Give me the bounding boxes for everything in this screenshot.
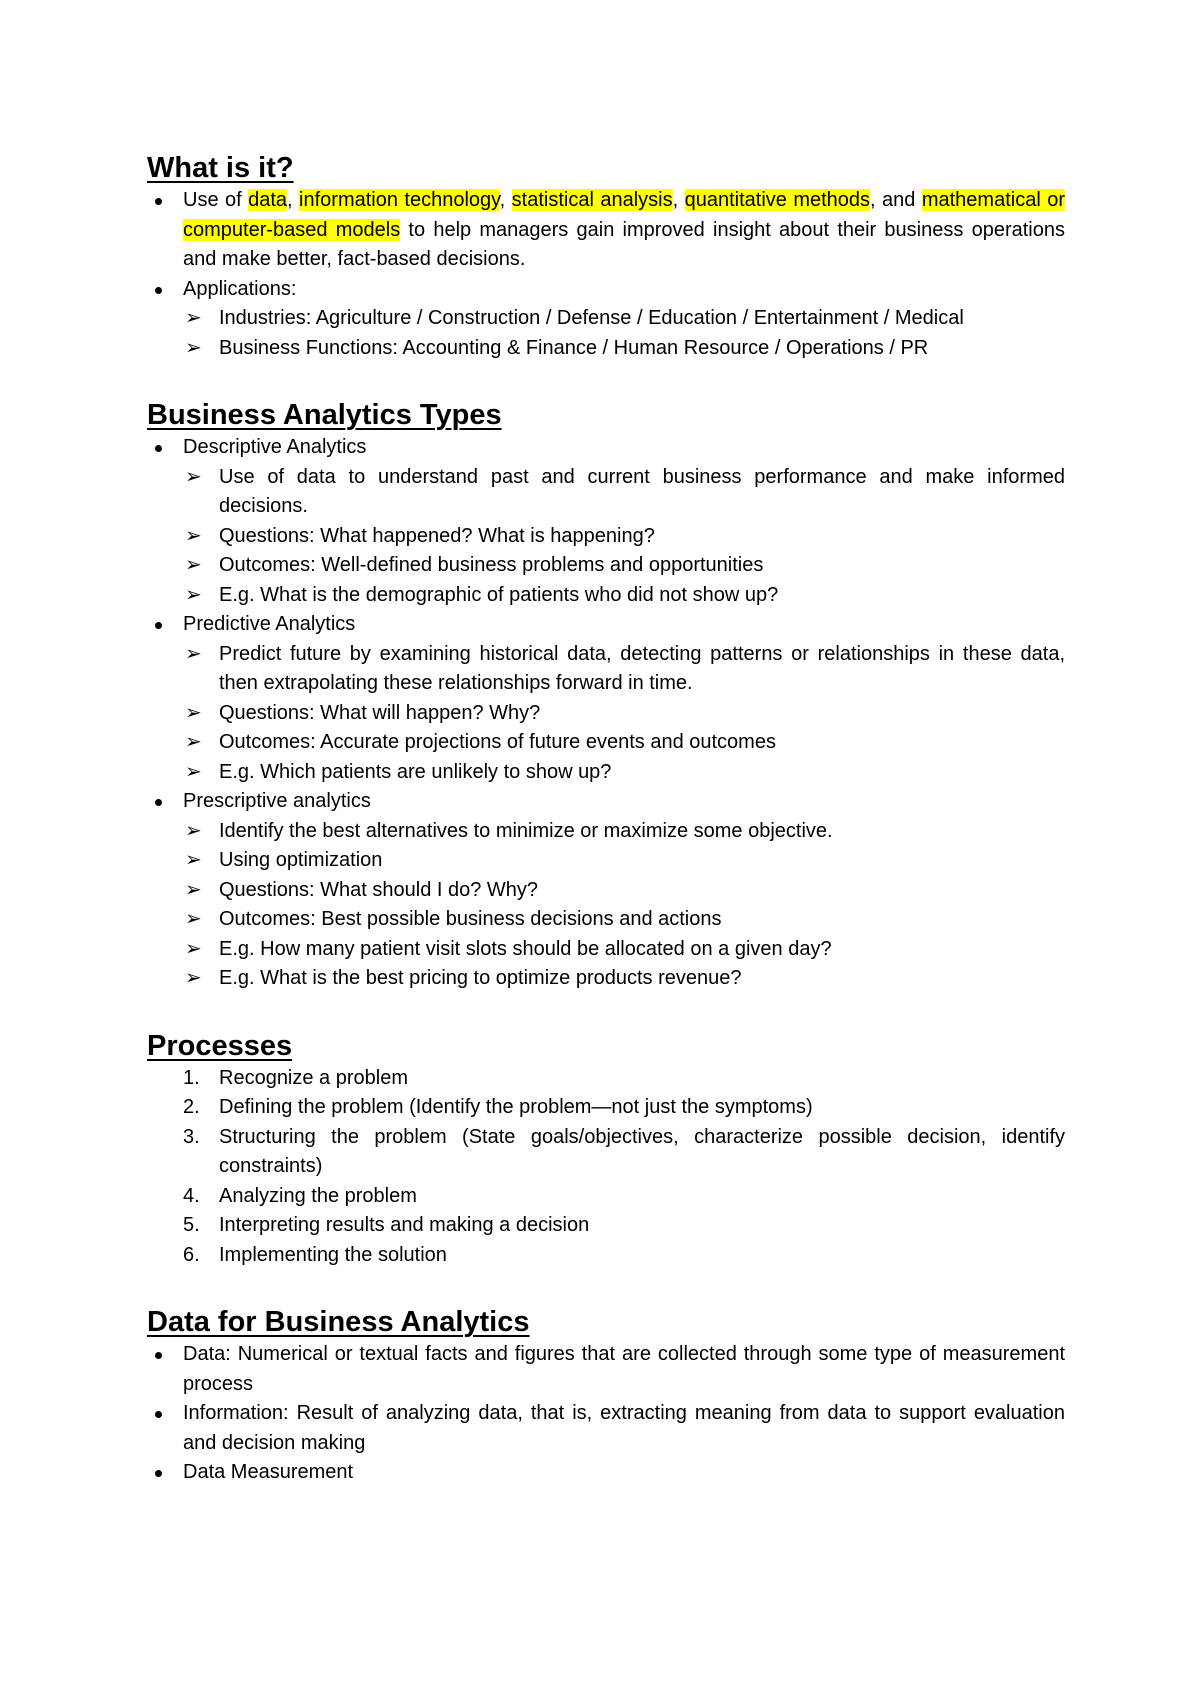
sub-item: ➢ Questions: What should I do? Why? [147, 876, 1065, 906]
sub-item: ➢ Using optimization [147, 846, 1065, 876]
arrow-bullet-icon: ➢ [185, 878, 202, 901]
arrow-bullet-icon: ➢ [185, 524, 202, 547]
list-item-definition [147, 186, 1065, 275]
highlight-information-technology: information technology [299, 189, 500, 211]
arrow-bullet-icon: ➢ [185, 642, 202, 665]
bullet-icon [155, 445, 162, 452]
definition-text: Use of data, information technology, statistical analysis, quantitative methods, and mathematical or computer-based models to help managers gain improved insight about their business operations and make better, fact-based decisions. [183, 189, 1065, 270]
section-data-for-analytics [147, 1304, 1065, 1488]
process-step: 5. Interpreting results and making a decision [147, 1211, 1065, 1241]
process-step: 3. Structuring the problem (State goals/objectives, characterize possible decision, identify constraints) [147, 1123, 1065, 1182]
list-item: Information: Result of analyzing data, that is, extracting meaning from data to support evaluation and decision making [147, 1399, 1065, 1458]
step-number: 6. [183, 1243, 200, 1266]
type-descriptive: Descriptive Analytics [147, 433, 1065, 463]
section-what-is-it [147, 150, 1065, 363]
processes-list [147, 1064, 1065, 1271]
sub-item: ➢ E.g. How many patient visit slots should be allocated on a given day? [147, 935, 1065, 965]
arrow-bullet-icon: ➢ [185, 701, 202, 724]
arrow-bullet-icon: ➢ [185, 336, 202, 359]
arrow-bullet-icon: ➢ [185, 307, 202, 329]
sub-item: ➢ E.g. What is the demographic of patients who did not show up? [147, 581, 1065, 611]
sub-item: ➢ Questions: What happened? What is happening? [147, 522, 1065, 552]
arrow-bullet-icon: ➢ [185, 760, 202, 783]
step-number: 1. [183, 1066, 200, 1089]
process-step: 2. Defining the problem (Identify the problem—not just the symptoms) [147, 1093, 1065, 1123]
analytics-types-list [147, 433, 1065, 994]
heading-data-for-analytics: Data for Business Analytics [147, 1306, 530, 1338]
type-prescriptive: Prescriptive analytics [147, 787, 1065, 817]
arrow-bullet-icon: ➢ [185, 908, 202, 930]
list-item-applications: Applications: [147, 275, 1065, 305]
sub-item: ➢ Outcomes: Well-defined business problems and opportunities [147, 551, 1065, 581]
heading-analytics-types: Business Analytics Types [147, 399, 502, 431]
highlight-quantitative-methods: quantitative methods [684, 189, 871, 211]
bullet-icon [155, 1470, 162, 1477]
bullet-icon [155, 1411, 162, 1418]
data-list [147, 1340, 1065, 1488]
sub-item: ➢ E.g. Which patients are unlikely to show up? [147, 758, 1065, 788]
arrow-bullet-icon: ➢ [185, 819, 202, 842]
list-item: Data Measurement [147, 1458, 1065, 1488]
step-number: 5. [183, 1214, 200, 1236]
process-step: 6. Implementing the solution [147, 1241, 1065, 1271]
sub-item: ➢ Identify the best alternatives to minimize or maximize some objective. [147, 817, 1065, 847]
arrow-bullet-icon: ➢ [185, 731, 202, 753]
document-page [147, 150, 1065, 1522]
bullet-icon [155, 622, 162, 629]
arrow-bullet-icon: ➢ [185, 937, 202, 960]
sub-item: ➢ Predict future by examining historical data, detecting patterns or relationships in these data, then extrapolating these relationships forward in time. [147, 640, 1065, 699]
sub-item: ➢ E.g. What is the best pricing to optimize products revenue? [147, 964, 1065, 994]
process-step: 1. Recognize a problem [147, 1064, 1065, 1094]
heading-processes: Processes [147, 1029, 293, 1062]
step-number: 2. [183, 1096, 200, 1118]
bullet-icon [155, 1352, 162, 1359]
process-step: 4. Analyzing the problem [147, 1182, 1065, 1212]
bullet-icon [155, 799, 162, 806]
section-analytics-types [147, 397, 1065, 994]
sub-item: ➢ Outcomes: Accurate projections of future events and outcomes [147, 728, 1065, 758]
step-number: 4. [183, 1184, 200, 1207]
highlight-statistical-analysis: statistical analysis [511, 189, 673, 211]
arrow-bullet-icon: ➢ [185, 554, 202, 576]
list-item: Data: Numerical or textual facts and figures that are collected through some type of measurement process [147, 1340, 1065, 1399]
sub-item: ➢ Outcomes: Best possible business decisions and actions [147, 905, 1065, 935]
highlight-models: mathematical or computer-based models [183, 189, 1065, 241]
highlight-data: data [248, 189, 288, 211]
arrow-bullet-icon: ➢ [185, 465, 202, 488]
sub-item-industries: ➢ Industries: Agriculture / Construction / Defense / Education / Entertainment / Medical [147, 304, 1065, 334]
sub-item-business-functions: ➢ Business Functions: Accounting & Finance / Human Resource / Operations / PR [147, 334, 1065, 364]
bullet-icon [155, 198, 162, 205]
what-is-it-list [147, 186, 1065, 363]
arrow-bullet-icon: ➢ [185, 849, 202, 871]
section-processes [147, 1028, 1065, 1271]
step-number: 3. [183, 1125, 200, 1148]
type-predictive: Predictive Analytics [147, 610, 1065, 640]
heading-what-is-it: What is it? [147, 152, 294, 184]
sub-item: ➢ Use of data to understand past and current business performance and make informed decisions. [147, 463, 1065, 522]
bullet-icon [155, 287, 162, 294]
arrow-bullet-icon: ➢ [185, 583, 202, 606]
sub-item: ➢ Questions: What will happen? Why? [147, 699, 1065, 729]
arrow-bullet-icon: ➢ [185, 967, 202, 989]
